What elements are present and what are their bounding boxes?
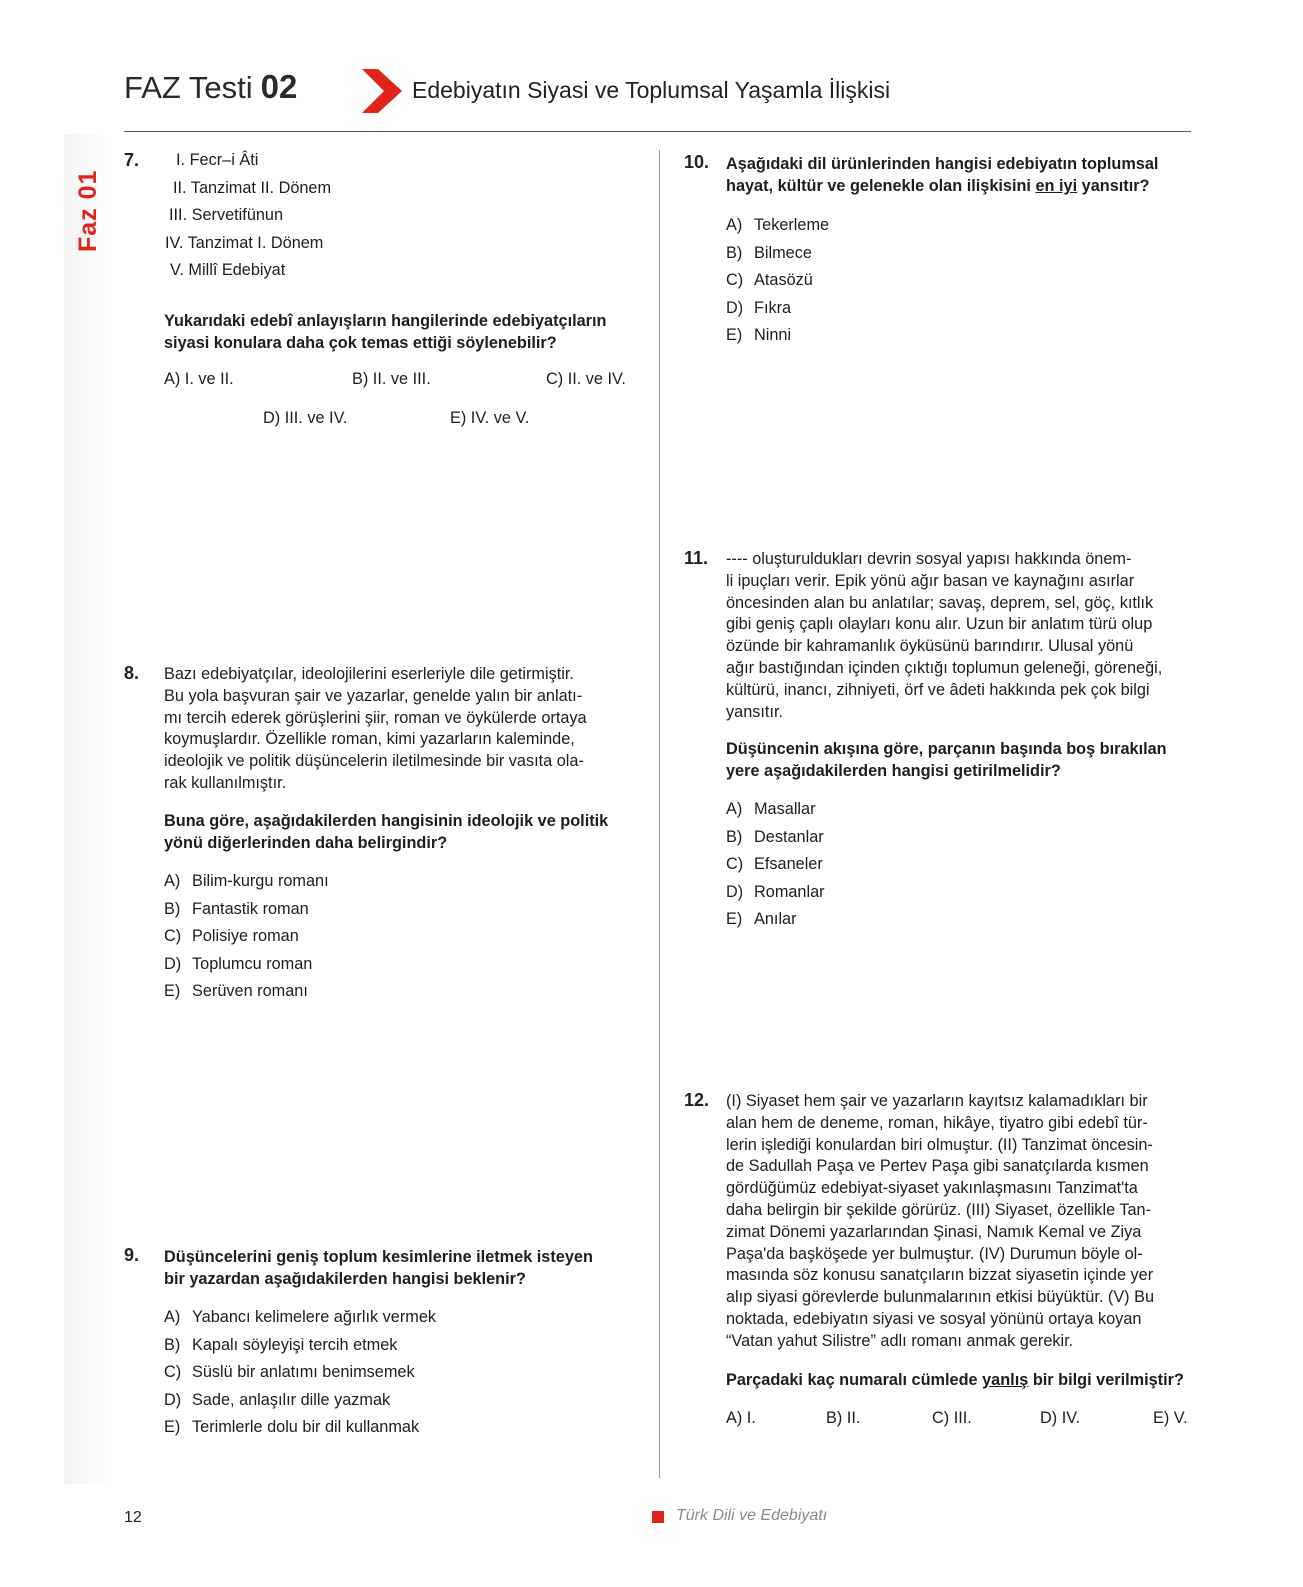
answer-option[interactable] <box>726 879 825 907</box>
body-line: “Vatan yahut Silistre” adlı romanı anmak gerekir. <box>726 1331 1074 1350</box>
answer-option[interactable] <box>164 896 329 924</box>
option-letter: B) <box>164 899 181 918</box>
option-text: Yabancı kelimelere ağırlık vermek <box>192 1308 437 1326</box>
answer-option[interactable] <box>726 240 829 268</box>
option-text: Destanlar <box>754 827 824 846</box>
question-number: 7. <box>124 150 140 170</box>
question-number: 12. <box>684 1090 710 1110</box>
answer-option[interactable] <box>164 1359 436 1387</box>
stem-line: bir yazardan aşağıdakilerden hangisi beklenir? <box>164 1270 526 1288</box>
question-stem <box>726 1369 1192 1391</box>
book-title: Türk Dili ve Edebiyatı <box>676 1507 828 1524</box>
body-line: lerin işlediği konulardan biri olmuştur. (II) Tanzimat öncesin- <box>726 1135 1153 1154</box>
answer-option[interactable]: B) II. <box>826 1409 861 1427</box>
list-item: II. Tanzimat II. Dönem <box>173 178 332 197</box>
option-letter: C) <box>726 271 744 289</box>
option-letter: E) <box>164 1418 181 1436</box>
question-stem <box>726 153 1192 197</box>
answer-option[interactable]: B) II. ve III. <box>352 370 431 388</box>
body-line: masında söz konusu sanatçıların bizzat siyasetin içinde yer <box>726 1266 1154 1285</box>
answer-option[interactable] <box>726 824 825 852</box>
body-line: yansıtır. <box>726 702 784 721</box>
question-stem <box>726 738 1192 782</box>
section-subtitle: Edebiyatın Siyasi ve Toplumsal Yaşamla İlişkisi <box>412 77 891 103</box>
option-letter: D) <box>726 882 744 901</box>
option-letter: E) <box>164 982 181 1000</box>
stem-line: yere aşağıdakilerden hangisi getirilmelidir? <box>726 762 1061 780</box>
option-text: Polisiye roman <box>192 927 299 945</box>
option-letter: A) <box>164 1308 181 1326</box>
option-letter: C) <box>164 1363 182 1381</box>
body-line: alan hem de deneme, roman, hikâye, tiyatro gibi edebî tür- <box>726 1113 1148 1132</box>
question-number: 10. <box>684 152 710 172</box>
body-line: ağır bastığından içinden çıktığı toplumun geleneği, göreneği, <box>726 658 1163 677</box>
answer-option[interactable]: E) V. <box>1153 1409 1188 1427</box>
answer-option[interactable] <box>726 295 829 323</box>
stem-line: Aşağıdaki dil ürünlerinden hangisi edebiyatın toplumsal <box>726 155 1159 173</box>
stem-emphasis: en iyi <box>1035 177 1078 195</box>
list-item: V. Millî Edebiyat <box>170 261 286 279</box>
question-stem <box>164 1246 634 1290</box>
answer-option[interactable]: C) III. <box>932 1409 972 1427</box>
answer-option[interactable] <box>726 322 829 350</box>
answer-option[interactable] <box>726 212 829 240</box>
body-line: özünde bir kahramanlık öyküsünü barındırır. Ulusal yönü <box>726 637 1134 656</box>
option-text: Sade, anlaşılır dille yazmak <box>192 1390 391 1409</box>
question-number: 8. <box>124 663 140 683</box>
question-stem <box>164 810 634 854</box>
option-letter: A) <box>726 800 743 818</box>
stem-emphasis: yanlış <box>982 1371 1029 1389</box>
answer-option[interactable]: E) IV. ve V. <box>450 409 530 427</box>
option-text: Bilmece <box>754 243 812 262</box>
stem-text: Parçadaki kaç numaralı cümlede <box>726 1371 983 1389</box>
option-text: Bilim-kurgu romanı <box>192 872 329 890</box>
stem-line: Düşüncenin akışına göre, parçanın başında boş bırakılan <box>726 740 1167 758</box>
answer-option[interactable]: A) I. <box>726 1409 756 1427</box>
body-line: Paşa'da başköşede yer bulmuştur. (IV) Durumun böyle ol- <box>726 1244 1143 1263</box>
list-item: IV. Tanzimat I. Dönem <box>165 233 324 252</box>
option-text: Serüven romanı <box>192 982 308 1000</box>
option-text: Terimlerle dolu bir dil kullanmak <box>192 1418 420 1436</box>
stem-line: Yukarıdaki edebî anlayışların hangilerinde edebiyatçıların <box>164 312 607 330</box>
option-letter: E) <box>726 326 743 344</box>
option-text: Romanlar <box>754 882 825 901</box>
side-tab-label <box>70 156 104 256</box>
body-line: gibi geniş çaplı olayları konu alır. Uzun bir anlatım türü olup <box>726 615 1153 634</box>
stem-line <box>726 175 1192 197</box>
answer-option[interactable] <box>726 796 825 824</box>
option-letter: B) <box>164 1335 181 1354</box>
option-text: Fantastik roman <box>192 899 309 918</box>
body-line: kültürü, inancı, zihniyeti, örf ve âdeti hakkında pek çok bilgi <box>726 680 1150 699</box>
option-letter: D) <box>164 1390 182 1409</box>
page-title <box>124 68 297 106</box>
list-item: I. Fecr–i Âti <box>176 151 259 169</box>
svg-text:Faz 01: Faz 01 <box>74 169 102 252</box>
roman-list <box>164 147 364 285</box>
body-line: rak kullanılmıştır. <box>164 773 287 792</box>
answer-option[interactable]: D) IV. <box>1040 1409 1081 1427</box>
body-line: (I) Siyaset hem şair ve yazarların kayıtsız kalamadıkları bir <box>726 1092 1148 1110</box>
question-number: 9. <box>124 1245 140 1265</box>
option-letter: B) <box>726 243 743 262</box>
chevron-right-icon <box>362 69 402 113</box>
list-item: III. Servetifünun <box>169 206 284 224</box>
option-text: Efsaneler <box>754 855 823 873</box>
options-list <box>164 1304 436 1442</box>
answer-option[interactable] <box>726 267 829 295</box>
option-letter: C) <box>164 927 182 945</box>
options-list <box>726 212 829 350</box>
question-stem <box>164 310 634 354</box>
column-divider <box>659 150 660 1478</box>
option-text: Kapalı söyleyişi tercih etmek <box>192 1335 398 1354</box>
answer-option[interactable] <box>164 951 329 979</box>
body-line: alıp siyasi görevlerde bulunmalarının etkisi büyüktür. (V) Bu <box>726 1288 1155 1307</box>
answer-option[interactable] <box>726 906 825 934</box>
body-line: ---- oluşturuldukları devrin sosyal yapısı hakkında önem- <box>726 550 1132 568</box>
stem-line: Buna göre, aşağıdakilerden hangisinin ideolojik ve politik <box>164 812 609 830</box>
question-body <box>726 549 1192 723</box>
stem-line: yönü diğerlerinden daha belirgindir? <box>164 834 448 852</box>
body-line: mı tercih ederek görüşlerini şiir, roman ve öykülerde ortaya <box>164 708 587 727</box>
option-text: Toplumcu roman <box>192 954 313 973</box>
option-text: Masallar <box>754 800 816 818</box>
options-list <box>164 868 329 1006</box>
option-letter: E) <box>726 910 743 928</box>
option-text: Atasözü <box>754 271 813 289</box>
test-number: 02 <box>260 68 298 105</box>
body-line: koymuşlardır. Özellikle roman, kimi yazarların kaleminde, <box>164 730 575 749</box>
answer-option[interactable] <box>164 1387 436 1415</box>
answer-option[interactable] <box>164 923 329 951</box>
body-line: zimat Dönemi yazarlarından Şinasi, Namık Kemal ve Ziya <box>726 1222 1142 1241</box>
answer-option[interactable] <box>164 1414 436 1442</box>
answer-option[interactable]: C) II. ve IV. <box>546 370 626 388</box>
body-line: li ipuçları verir. Epik yönü ağır basan ve kaynağını asırlar <box>726 571 1135 590</box>
stem-text: yansıtır? <box>1077 177 1150 195</box>
stem-line: Düşüncelerini geniş toplum kesimlerine iletmek isteyen <box>164 1248 593 1266</box>
answer-option[interactable]: D) III. ve IV. <box>263 409 348 427</box>
body-line: noktada, edebiyatın siyasi ve sosyal yönünü ortaya koyan <box>726 1309 1142 1328</box>
stem-line: siyasi konulara daha çok temas ettiği söylenebilir? <box>164 334 557 352</box>
question-body <box>164 664 634 795</box>
body-line: daha belirgin bir şekilde görürüz. (III) Siyaset, özellikle Tan- <box>726 1200 1152 1219</box>
options-list <box>726 796 825 934</box>
title-prefix: FAZ Testi <box>124 70 253 105</box>
option-text: Süslü bir anlatımı benimsemek <box>192 1363 415 1381</box>
answer-option[interactable] <box>164 978 329 1006</box>
answer-option[interactable] <box>726 851 825 879</box>
footer-square-icon <box>652 1511 664 1523</box>
side-tab <box>64 134 110 1484</box>
body-line: de Sadullah Paşa ve Pertev Paşa gibi sanatçılarda kısmen <box>726 1157 1149 1176</box>
body-line: Bazı edebiyatçılar, ideolojilerini eserleriyle dile getirmiştir. <box>164 665 574 683</box>
page-number: 12 <box>124 1509 142 1526</box>
header-divider <box>124 131 1191 132</box>
body-line: ideolojik ve politik düşüncelerin iletilmesinde bir vasıta ola- <box>164 752 584 771</box>
body-line: gördüğümüz edebiyat-siyaset yakınlaşmasını Tanzimat'ta <box>726 1179 1138 1198</box>
option-letter: A) <box>164 872 181 890</box>
option-text: Ninni <box>754 326 792 344</box>
option-letter: C) <box>726 855 744 873</box>
option-letter: B) <box>726 827 743 846</box>
question-body <box>726 1091 1192 1353</box>
answer-option[interactable] <box>164 1304 436 1332</box>
question-number: 11. <box>684 548 709 568</box>
option-letter: D) <box>164 954 182 973</box>
body-line: öncesinden alan bu anlatılar; savaş, deprem, sel, göç, kıtlık <box>726 593 1154 612</box>
option-text: Tekerleme <box>754 216 830 234</box>
answer-option[interactable] <box>164 1332 436 1360</box>
option-text: Anılar <box>754 910 797 928</box>
stem-text: hayat, kültür ve gelenekle olan ilişkisini <box>726 177 1036 195</box>
option-letter: D) <box>726 298 744 317</box>
option-text: Fıkra <box>754 298 792 317</box>
body-line: Bu yola başvuran şair ve yazarlar, genelde yalın bir anlatı- <box>164 686 583 705</box>
answer-option[interactable] <box>164 868 329 896</box>
option-letter: A) <box>726 216 743 234</box>
stem-text: bir bilgi verilmiştir? <box>1028 1371 1184 1389</box>
answer-option[interactable]: A) I. ve II. <box>164 370 234 388</box>
